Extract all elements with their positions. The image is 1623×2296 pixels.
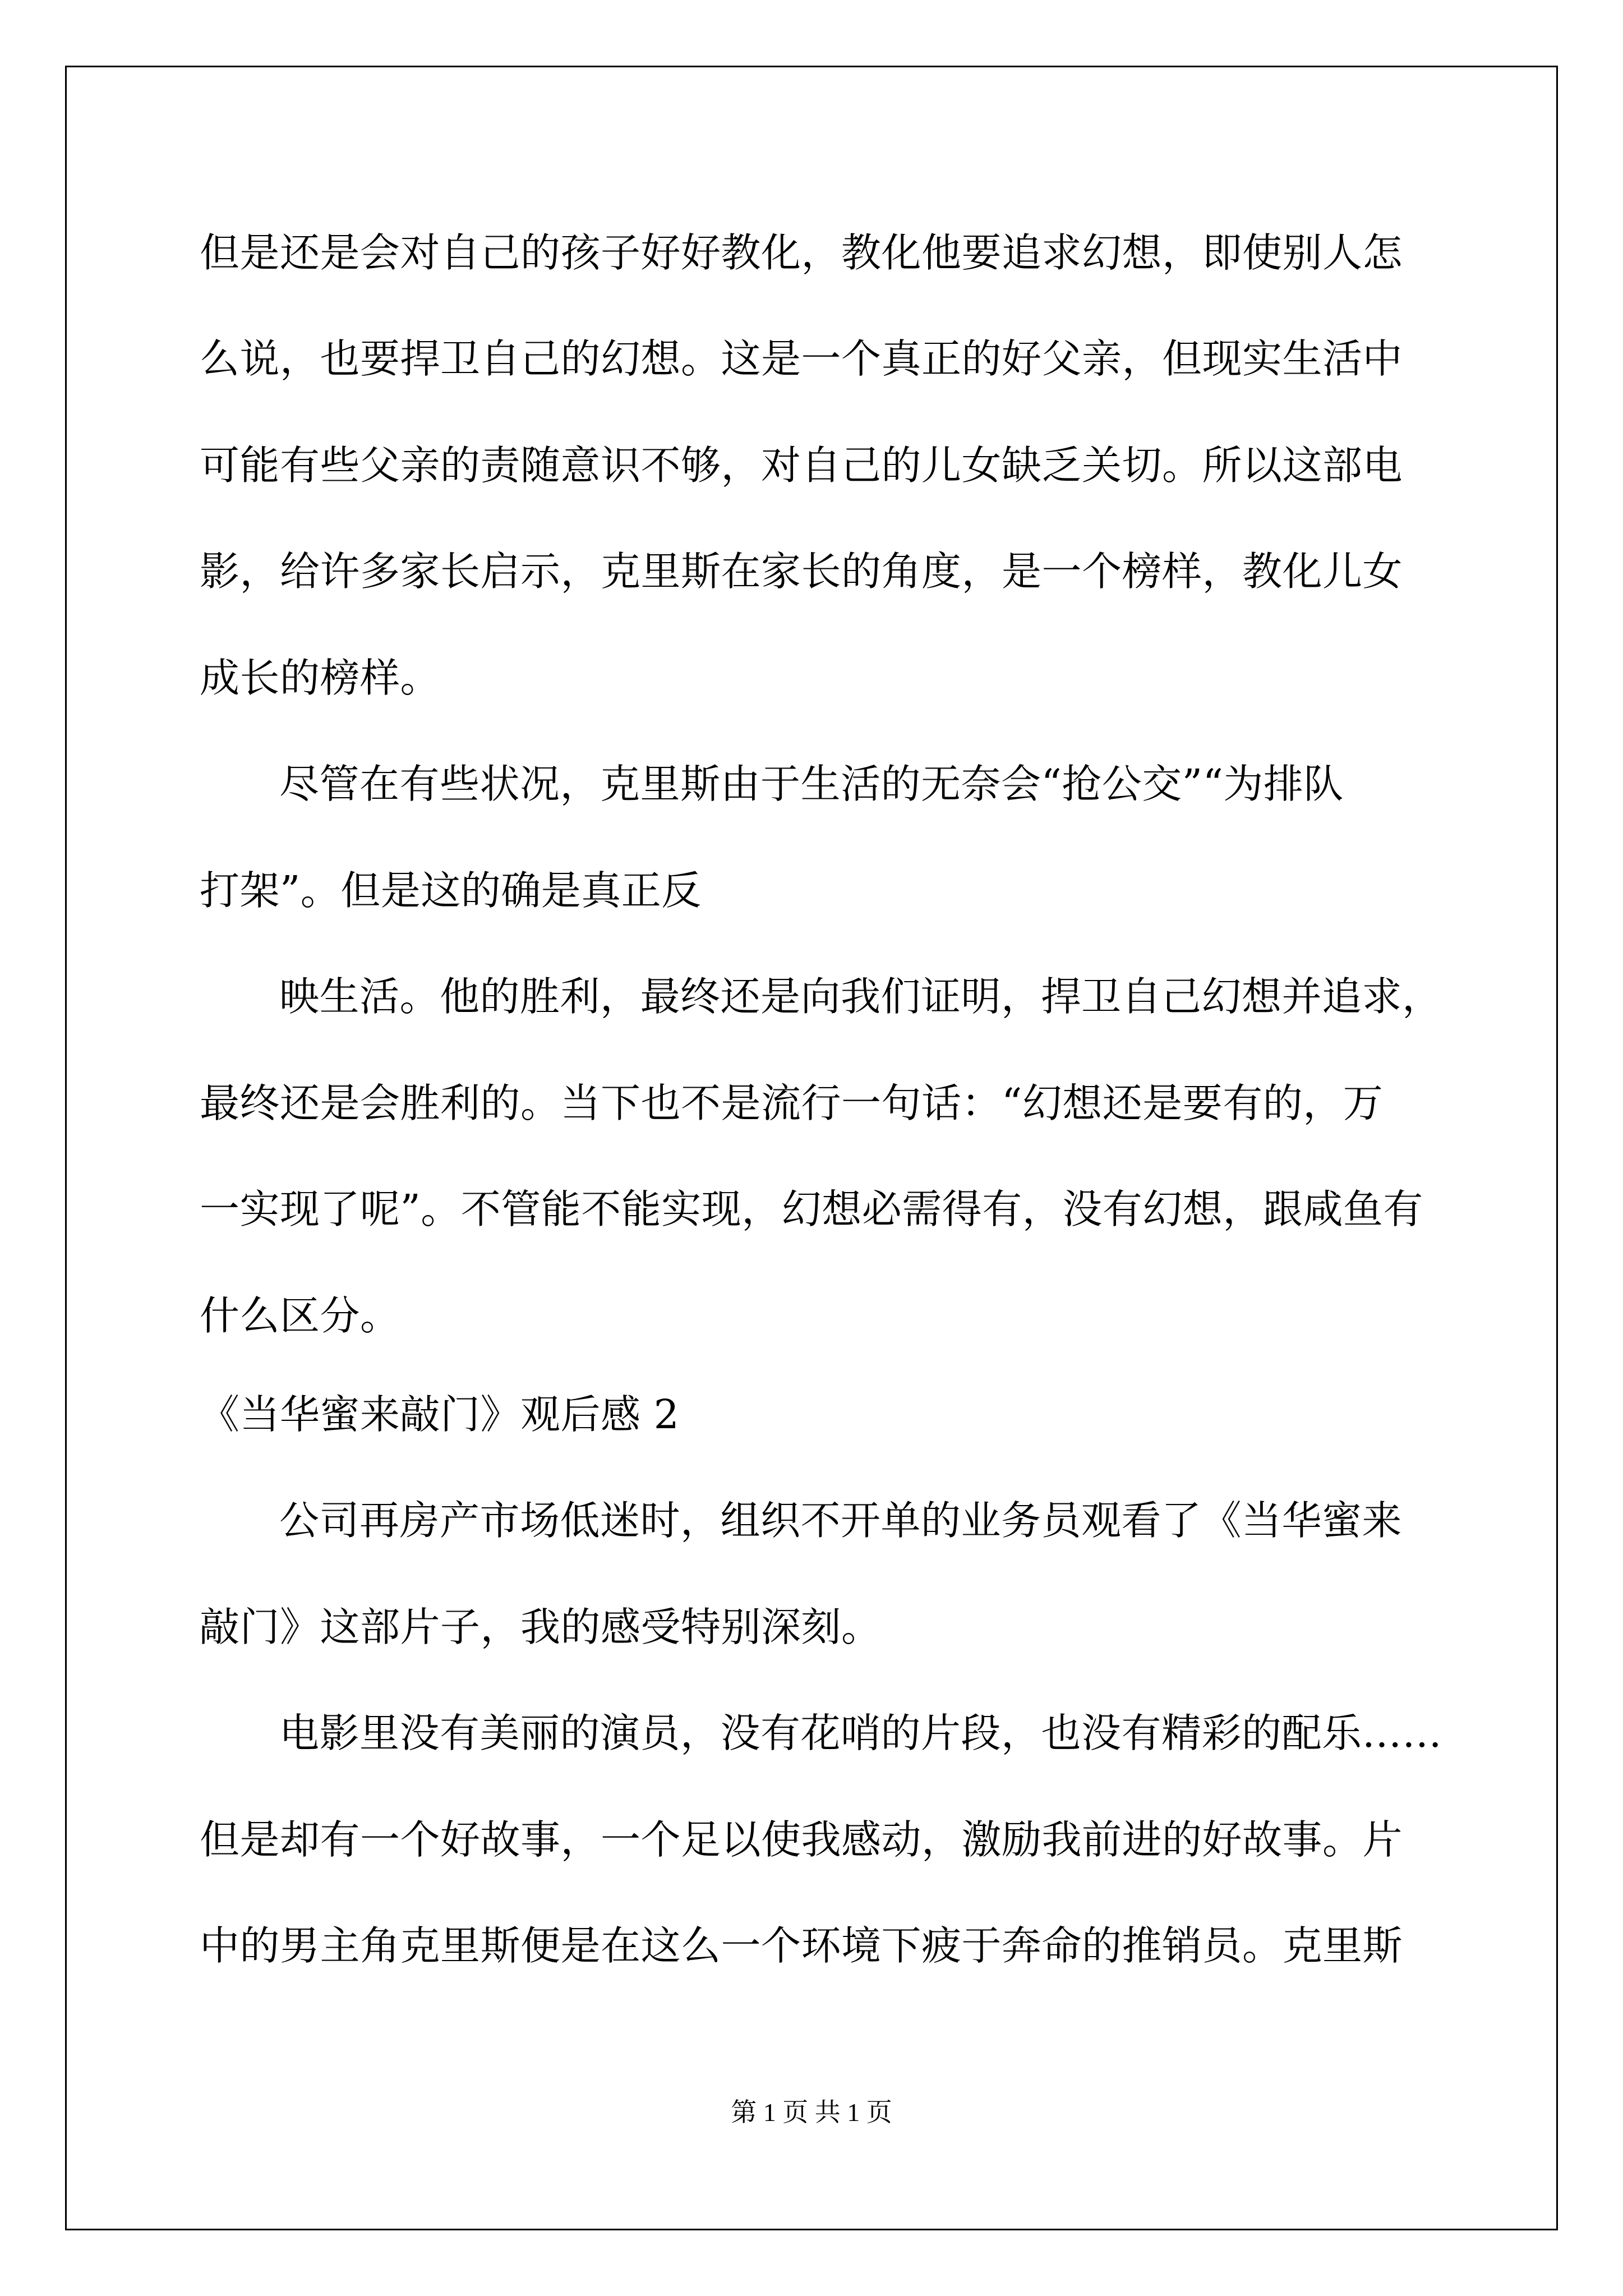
page-number: 第 1 页 共 1 页 (731, 2098, 892, 2127)
text-line: 可能有些父亲的责随意识不够，对自己的儿女缺乏关切。所以这部电 (200, 442, 1403, 489)
text-line: 尽管在有些状况，克里斯由于生活的无奈会“抢公交”“为排队 (279, 761, 1344, 807)
text-line: 电影里没有美丽的演员，没有花哨的片段，也没有精彩的配乐…… (279, 1710, 1442, 1756)
text-line: 但是还是会对自己的孩子好好教化，教化他要追求幻想，即使别人怎 (200, 229, 1403, 276)
text-line: 成长的榜样。 (200, 655, 441, 701)
text-line: 打架”。但是这的确是真正反 (200, 867, 702, 914)
text-line: 敲门》这部片子，我的感受特别深刻。 (200, 1604, 882, 1650)
text-line: 么说，也要捍卫自己的幻想。这是一个真正的好父亲，但现实生活中 (200, 335, 1403, 382)
page-footer (0, 2096, 1623, 2129)
text-line: 最终还是会胜利的。当下也不是流行一句话：“幻想还是要有的，万 (200, 1080, 1384, 1126)
text-line: 一实现了呢”。不管能不能实现，幻想必需得有，没有幻想，跟咸鱼有 (200, 1186, 1423, 1232)
text-line: 什么区分。 (200, 1292, 400, 1339)
text-line: 映生活。他的胜利，最终还是向我们证明，捍卫自己幻想并追求， (279, 973, 1442, 1020)
page-border (65, 66, 1558, 2230)
text-line: 影，给许多家长启示，克里斯在家长的角度，是一个榜样，教化儿女 (200, 548, 1403, 595)
text-line: 公司再房产市场低迷时，组织不开单的业务员观看了《当华蜜来 (279, 1497, 1403, 1544)
text-line: 中的男主角克里斯便是在这么一个环境下疲于奔命的推销员。克里斯 (200, 1922, 1403, 1969)
section-heading: 《当华蜜来敲门》观后感 2 (200, 1391, 680, 1438)
text-line: 但是却有一个好故事，一个足以使我感动，激励我前进的好故事。片 (200, 1816, 1403, 1863)
